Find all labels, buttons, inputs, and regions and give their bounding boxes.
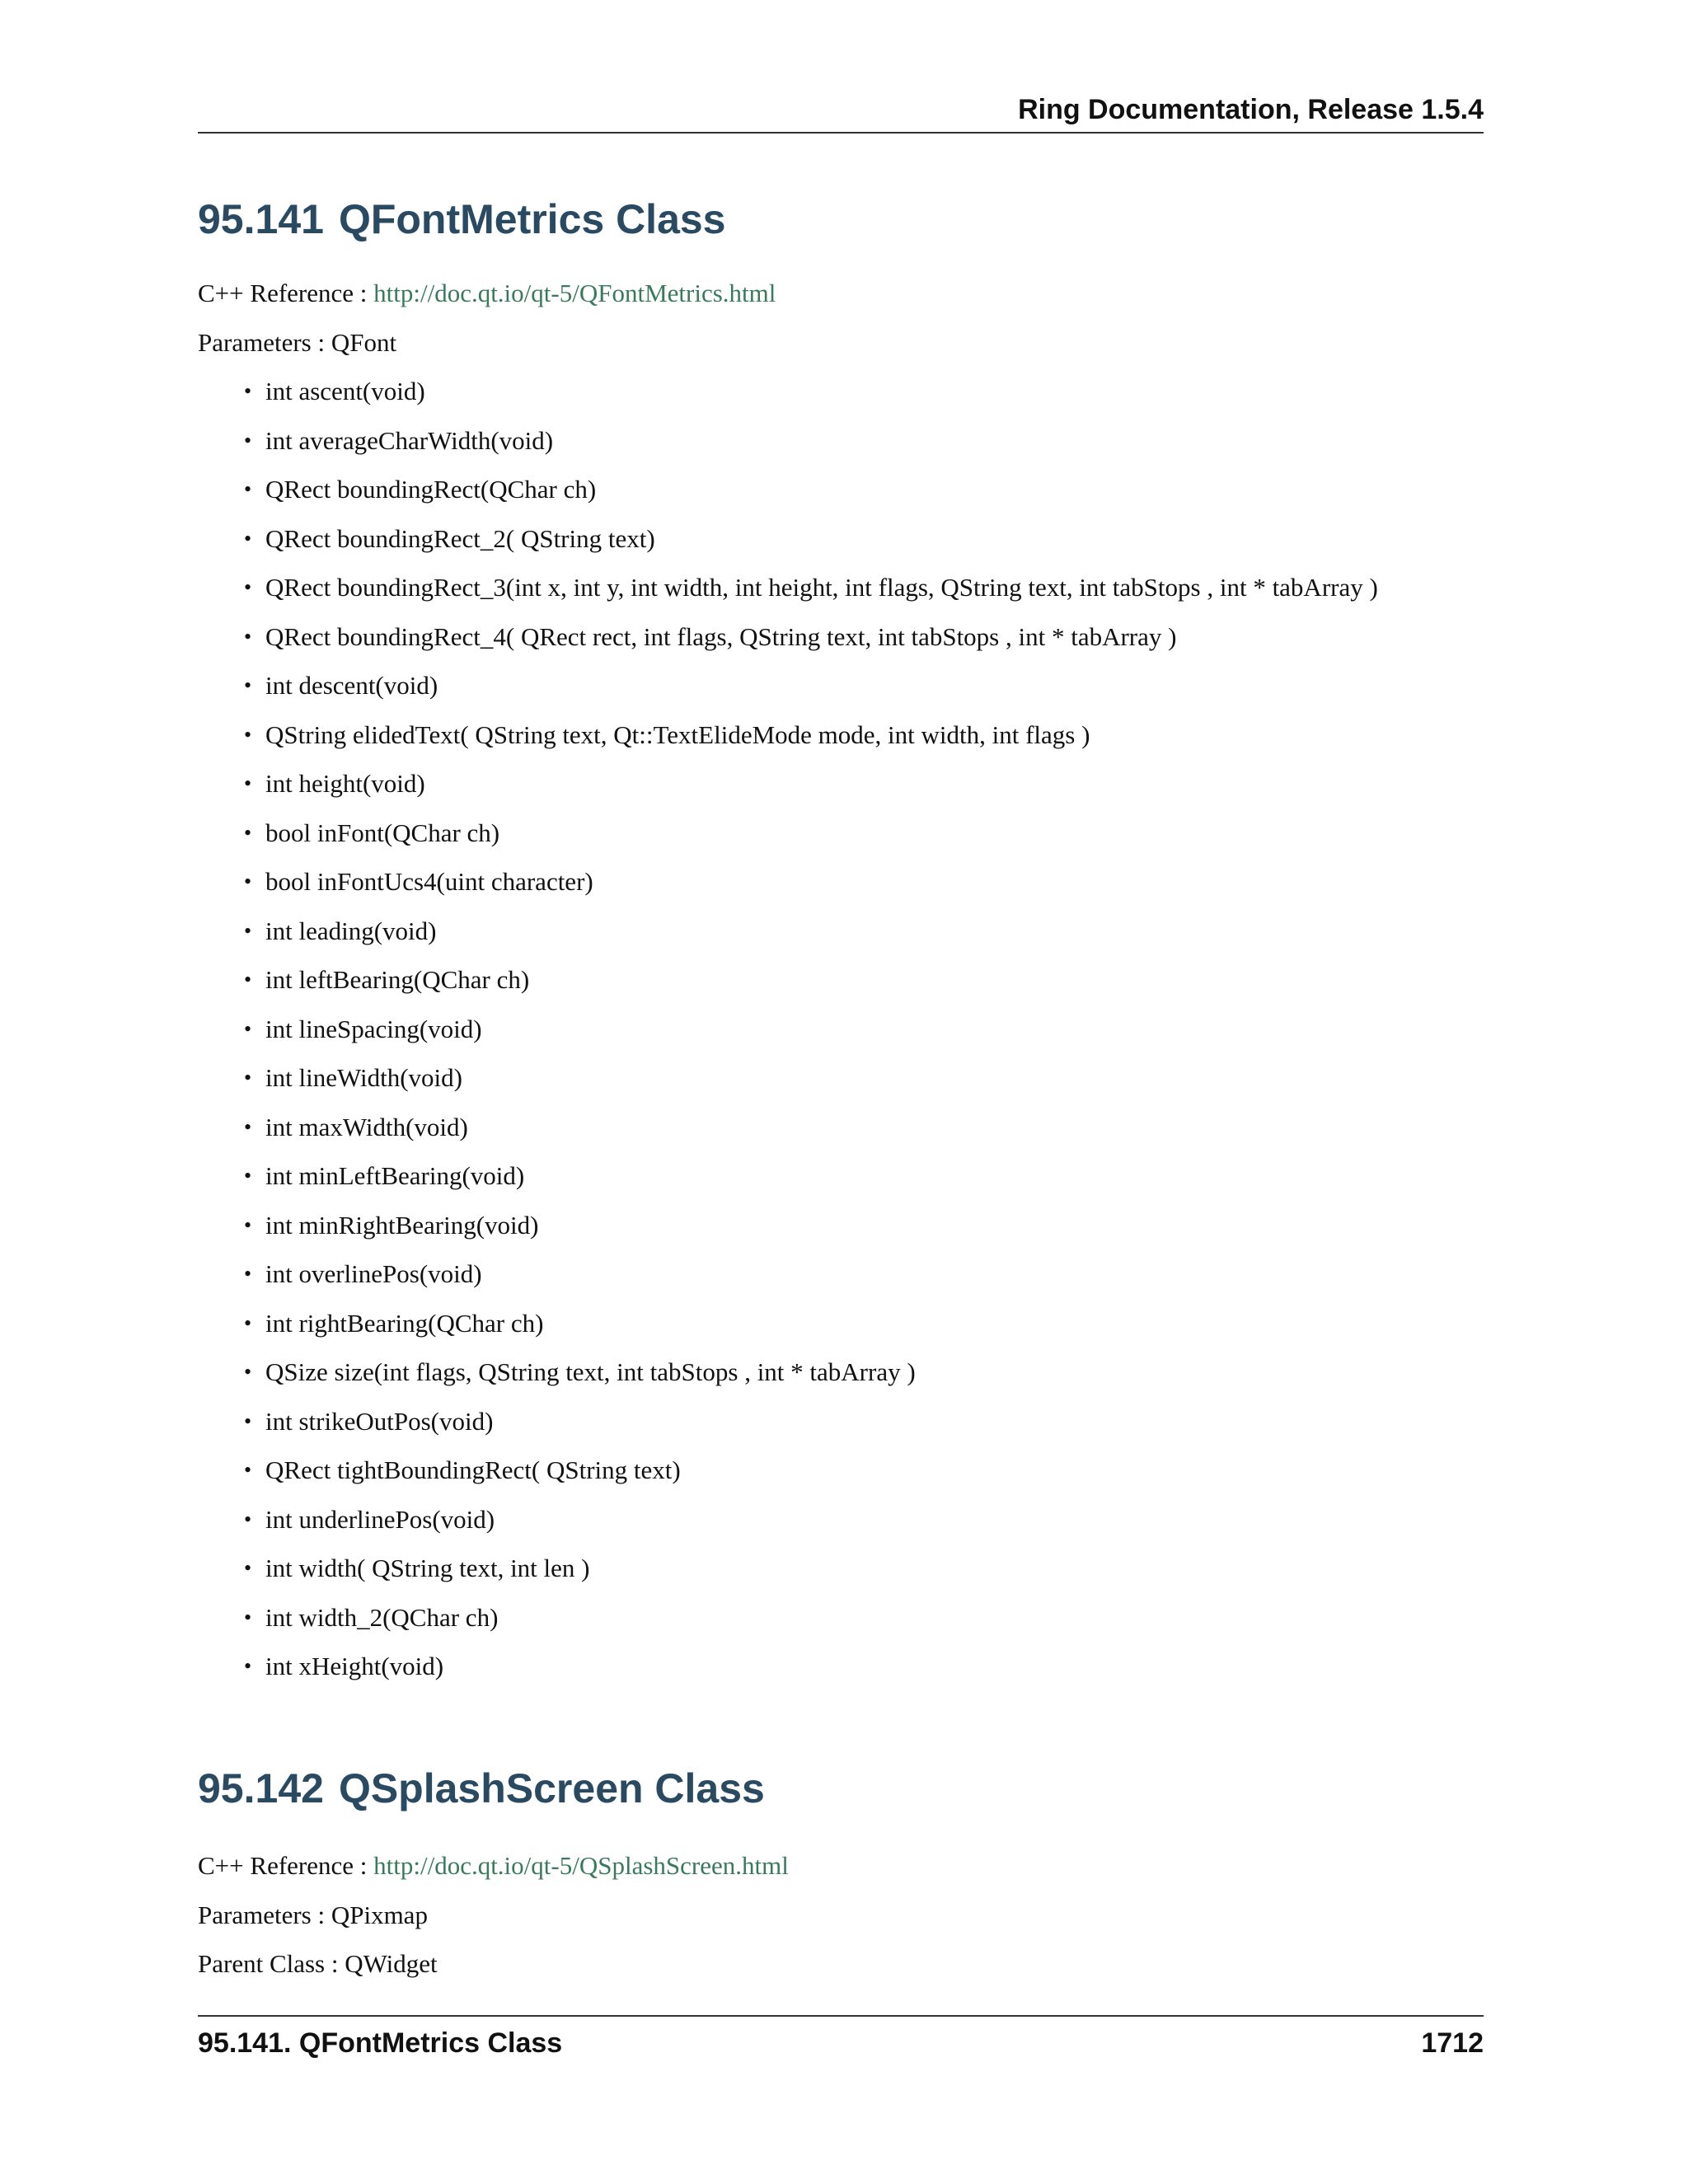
method-item [244, 661, 1484, 710]
method-item [244, 563, 1484, 612]
method-signature: bool inFont(QChar ch) [265, 818, 500, 847]
bullet-icon: • [244, 771, 252, 795]
bullet-icon: • [244, 1556, 252, 1580]
method-item [244, 1495, 1484, 1544]
bullet-icon: • [244, 918, 252, 943]
bullet-icon: • [244, 1016, 252, 1041]
reference-label: C++ Reference : [198, 279, 374, 307]
bullet-icon: • [244, 575, 252, 599]
method-item [244, 416, 1484, 466]
bullet-icon: • [244, 968, 252, 991]
section-title: QFontMetrics Class [338, 196, 726, 242]
bullet-icon: • [244, 1605, 252, 1629]
method-item [244, 1201, 1484, 1250]
method-item [244, 1103, 1484, 1152]
method-item [244, 1397, 1484, 1446]
method-item [244, 710, 1484, 760]
method-signature: int lineSpacing(void) [265, 1014, 482, 1043]
method-signature: QRect boundingRect_4( QRect rect, int flags, QString text, int tabStops , int * tabArray ) [265, 621, 1177, 651]
method-signature: int maxWidth(void) [265, 1112, 468, 1141]
method-signature: int overlinePos(void) [265, 1259, 482, 1288]
bullet-icon: • [244, 673, 252, 697]
method-item [244, 857, 1484, 907]
method-signature: int width( QString text, int len ) [265, 1554, 590, 1582]
reference-line [198, 1841, 1484, 1891]
bullet-icon: • [244, 1360, 252, 1384]
bullet-icon: • [244, 1066, 252, 1090]
bullet-icon: • [244, 1114, 252, 1139]
section-qfontmetrics [198, 186, 1484, 1691]
method-signature: int minLeftBearing(void) [265, 1161, 525, 1190]
method-item [244, 1005, 1484, 1054]
footer-section: 95.141. QFontMetrics Class [198, 2027, 563, 2059]
bullet-icon: • [244, 1310, 252, 1335]
method-signature: QRect boundingRect_2( QString text) [265, 523, 655, 553]
method-item [244, 367, 1484, 416]
method-item [244, 1347, 1484, 1397]
method-list [198, 367, 1484, 1691]
method-signature: int strikeOutPos(void) [265, 1406, 494, 1436]
method-item [244, 1249, 1484, 1299]
reference-label: C++ Reference : [198, 1851, 374, 1880]
method-item [244, 465, 1484, 514]
section-number: 95.141 [198, 196, 324, 242]
running-footer [198, 2015, 1484, 2064]
method-item [244, 808, 1484, 858]
method-item [244, 1053, 1484, 1103]
running-header [198, 89, 1484, 134]
page-number: 1712 [1421, 2027, 1484, 2059]
bullet-icon: • [244, 1212, 252, 1237]
parameters-line: Parameters : QFont [198, 327, 397, 357]
method-signature: int lineWidth(void) [265, 1063, 462, 1092]
method-item [244, 907, 1484, 956]
method-signature: int leading(void) [265, 916, 437, 945]
method-signature: int underlinePos(void) [265, 1504, 495, 1534]
method-signature: int width_2(QChar ch) [265, 1602, 499, 1632]
method-signature: int minRightBearing(void) [265, 1210, 539, 1240]
method-signature: QRect tightBoundingRect( QString text) [265, 1455, 681, 1484]
method-item [244, 1299, 1484, 1348]
method-signature: QRect boundingRect_3(int x, int y, int width, int height, int flags, QString text, int tabStops , int * tabArray ) [265, 573, 1378, 602]
parent-class-line: Parent Class : QWidget [198, 1949, 438, 1978]
bullet-icon: • [244, 1262, 252, 1286]
bullet-icon: • [244, 624, 252, 649]
method-signature: int ascent(void) [265, 377, 425, 405]
method-signature: bool inFontUcs4(uint character) [265, 867, 593, 896]
header-title: Ring Documentation, Release 1.5.4 [1018, 94, 1484, 125]
method-signature: int averageCharWidth(void) [265, 425, 554, 455]
method-item [244, 955, 1484, 1005]
bullet-icon: • [244, 1458, 252, 1482]
method-signature: QString elidedText( QString text, Qt::TextElideMode mode, int width, int flags ) [265, 719, 1090, 749]
bullet-icon: • [244, 428, 252, 452]
method-item [244, 1151, 1484, 1201]
bullet-icon: • [244, 1408, 252, 1433]
method-signature: int rightBearing(QChar ch) [265, 1308, 544, 1338]
method-signature: int height(void) [265, 769, 425, 798]
section-title: QSplashScreen Class [338, 1765, 765, 1811]
bullet-icon: • [244, 869, 252, 893]
section-heading [198, 1755, 1484, 1821]
document-page [198, 0, 1484, 2184]
bullet-icon: • [244, 1164, 252, 1188]
method-item [244, 1446, 1484, 1495]
method-signature: int leftBearing(QChar ch) [265, 965, 530, 994]
parameters-line: Parameters : QPixmap [198, 1900, 428, 1929]
method-item [244, 1642, 1484, 1691]
section-number: 95.142 [198, 1765, 324, 1811]
bullet-icon: • [244, 1507, 252, 1531]
method-item [244, 612, 1484, 662]
bullet-icon: • [244, 477, 252, 501]
bullet-icon: • [244, 1654, 252, 1678]
section-heading [198, 186, 1484, 252]
reference-link[interactable]: http://doc.qt.io/qt-5/QFontMetrics.html [373, 279, 776, 307]
reference-link[interactable]: http://doc.qt.io/qt-5/QSplashScreen.html [373, 1851, 789, 1880]
bullet-icon: • [244, 526, 252, 551]
bullet-icon: • [244, 379, 252, 403]
reference-line [198, 269, 1484, 318]
method-item [244, 759, 1484, 808]
method-item [244, 1593, 1484, 1643]
bullet-icon: • [244, 820, 252, 845]
method-signature: int descent(void) [265, 671, 438, 700]
method-item [244, 1544, 1484, 1593]
bullet-icon: • [244, 722, 252, 747]
method-signature: QSize size(int flags, QString text, int tabStops , int * tabArray ) [265, 1357, 916, 1386]
method-item [244, 514, 1484, 564]
method-signature: int xHeight(void) [265, 1652, 444, 1680]
method-signature: QRect boundingRect(QChar ch) [265, 475, 597, 504]
section-qsplashscreen [198, 1755, 1484, 1989]
